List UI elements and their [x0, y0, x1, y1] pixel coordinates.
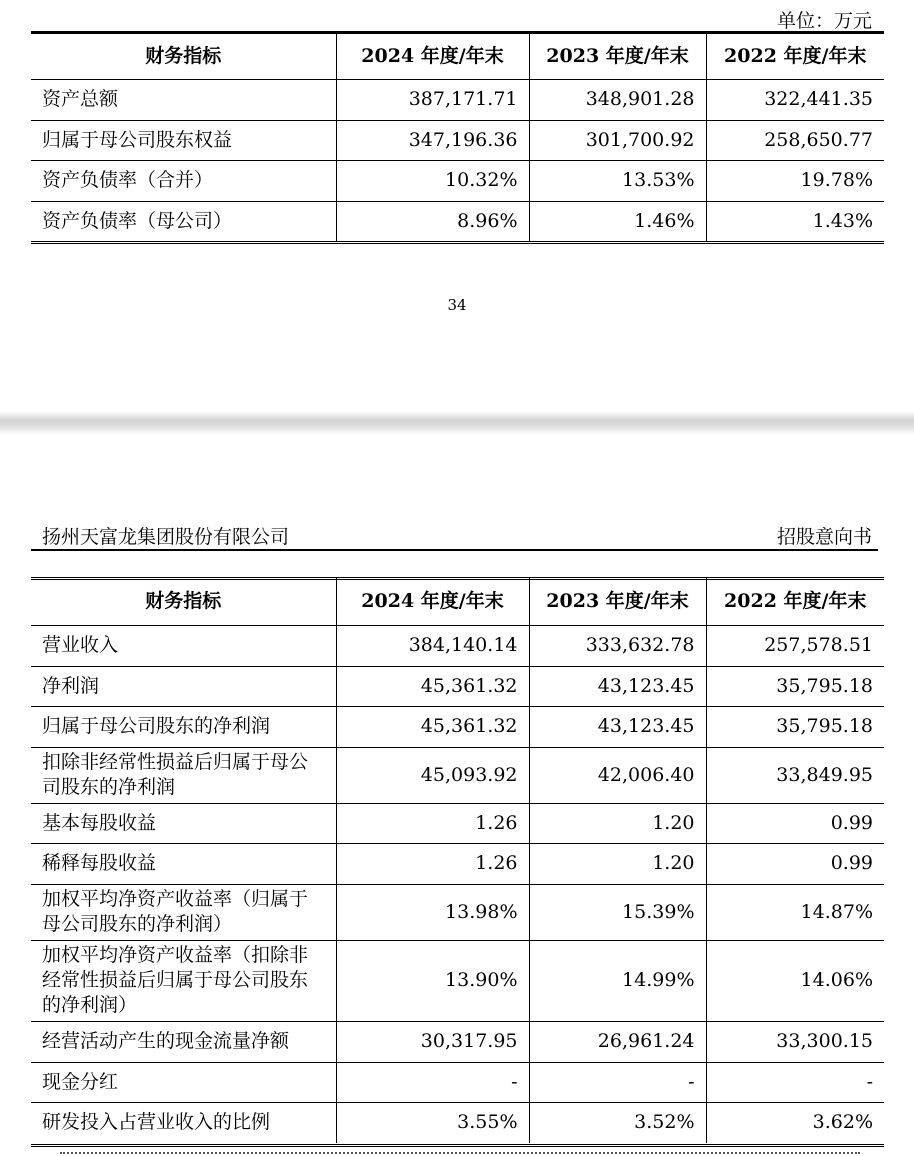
value-cell: 10.32% — [336, 160, 529, 201]
table-row — [31, 747, 884, 803]
value-cell: 35,795.18 — [706, 706, 884, 747]
value-cell: - — [529, 1062, 706, 1102]
value-cell: 14.06% — [706, 940, 884, 1021]
value-cell: 13.90% — [336, 940, 529, 1021]
value-cell: 322,441.35 — [706, 79, 884, 120]
value-cell: 15.39% — [529, 884, 706, 940]
header-cell: 2023 年度/年末 — [529, 578, 706, 625]
value-cell: - — [336, 1062, 529, 1102]
value-cell: 3.55% — [336, 1102, 529, 1143]
value-cell: 1.20 — [529, 843, 706, 884]
row-label: 稀释每股收益 — [31, 843, 336, 884]
value-cell: 45,093.92 — [336, 747, 529, 803]
value-cell: 1.43% — [706, 201, 884, 241]
row-label: 资产负债率（合并） — [31, 160, 336, 201]
value-cell: 1.26 — [336, 843, 529, 884]
table-row — [31, 1021, 884, 1062]
row-label: 基本每股收益 — [31, 803, 336, 843]
value-cell: 14.99% — [529, 940, 706, 1021]
value-cell: 258,650.77 — [706, 120, 884, 160]
unit-label: 单位：万元 — [776, 10, 872, 32]
value-cell: 26,961.24 — [529, 1021, 706, 1062]
header-cell: 2022 年度/年末 — [706, 578, 884, 625]
table-row — [31, 706, 884, 747]
value-cell: 13.53% — [529, 160, 706, 201]
value-cell: 33,300.15 — [706, 1021, 884, 1062]
document-title: 招股意向书 — [776, 526, 872, 548]
table-row — [31, 201, 884, 241]
value-cell: 45,361.32 — [336, 706, 529, 747]
table-row — [31, 803, 884, 843]
row-label: 加权平均净资产收益率（归属于母公司股东的净利润） — [31, 884, 336, 940]
balance-sheet-table — [31, 34, 884, 241]
page-number: 34 — [447, 296, 467, 314]
table2-bottom-rule — [31, 1144, 884, 1149]
company-name: 扬州天富龙集团股份有限公司 — [42, 526, 290, 548]
row-label: 现金分红 — [31, 1062, 336, 1102]
value-cell: 14.87% — [706, 884, 884, 940]
table-header-row — [31, 34, 884, 79]
table-row — [31, 79, 884, 120]
row-label: 净利润 — [31, 666, 336, 706]
table-row — [31, 160, 884, 201]
table-row — [31, 940, 884, 1021]
value-cell: 43,123.45 — [529, 666, 706, 706]
cropped-text-line — [60, 1152, 860, 1154]
header-cell: 2024 年度/年末 — [336, 34, 529, 79]
value-cell: 3.62% — [706, 1102, 884, 1143]
row-label: 经营活动产生的现金流量净额 — [31, 1021, 336, 1062]
header-cell: 2023 年度/年末 — [529, 34, 706, 79]
row-label: 资产总额 — [31, 79, 336, 120]
header-cell: 财务指标 — [31, 34, 336, 79]
value-cell: 1.46% — [529, 201, 706, 241]
value-cell: - — [706, 1062, 884, 1102]
value-cell: 301,700.92 — [529, 120, 706, 160]
value-cell: 42,006.40 — [529, 747, 706, 803]
page-break — [0, 411, 914, 435]
value-cell: 1.26 — [336, 803, 529, 843]
value-cell: 43,123.45 — [529, 706, 706, 747]
value-cell: 30,317.95 — [336, 1021, 529, 1062]
value-cell: 33,849.95 — [706, 747, 884, 803]
value-cell: 384,140.14 — [336, 625, 529, 666]
row-label: 扣除非经常性损益后归属于母公司股东的净利润 — [31, 747, 336, 803]
row-label: 加权平均净资产收益率（扣除非经常性损益后归属于母公司股东的净利润） — [31, 940, 336, 1021]
header-cell: 2022 年度/年末 — [706, 34, 884, 79]
value-cell: 45,361.32 — [336, 666, 529, 706]
table-row — [31, 843, 884, 884]
value-cell: 8.96% — [336, 201, 529, 241]
value-cell: 0.99 — [706, 803, 884, 843]
value-cell: 347,196.36 — [336, 120, 529, 160]
table-row — [31, 666, 884, 706]
header-cell: 财务指标 — [31, 578, 336, 625]
row-label: 资产负债率（母公司） — [31, 201, 336, 241]
value-cell: 387,171.71 — [336, 79, 529, 120]
value-cell: 19.78% — [706, 160, 884, 201]
value-cell: 35,795.18 — [706, 666, 884, 706]
table1-bottom-rule — [31, 241, 884, 246]
value-cell: 348,901.28 — [529, 79, 706, 120]
table-row — [31, 1062, 884, 1102]
header-rule — [31, 549, 878, 551]
value-cell: 0.99 — [706, 843, 884, 884]
row-label: 归属于母公司股东的净利润 — [31, 706, 336, 747]
value-cell: 257,578.51 — [706, 625, 884, 666]
value-cell: 3.52% — [529, 1102, 706, 1143]
table-header-row — [31, 578, 884, 625]
row-label: 研发投入占营业收入的比例 — [31, 1102, 336, 1143]
header-cell: 2024 年度/年末 — [336, 578, 529, 625]
table-row — [31, 884, 884, 940]
table-row — [31, 625, 884, 666]
row-label: 归属于母公司股东权益 — [31, 120, 336, 160]
income-statement-table — [31, 578, 884, 1143]
table-row — [31, 120, 884, 160]
value-cell: 333,632.78 — [529, 625, 706, 666]
value-cell: 13.98% — [336, 884, 529, 940]
row-label: 营业收入 — [31, 625, 336, 666]
value-cell: 1.20 — [529, 803, 706, 843]
table-row — [31, 1102, 884, 1143]
